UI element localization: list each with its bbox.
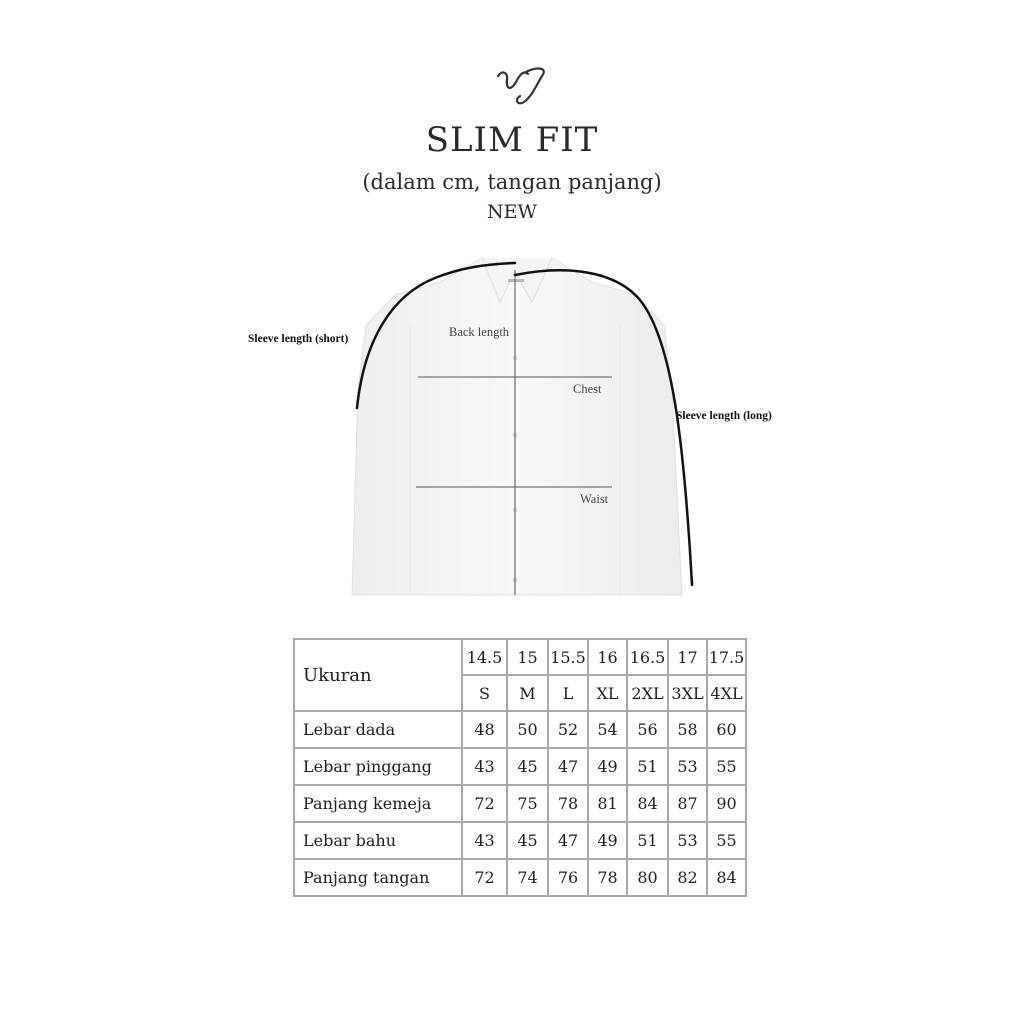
value-cell: 76 (548, 859, 588, 896)
value-cell: 75 (507, 785, 548, 822)
value-cell: 60 (707, 711, 746, 748)
size-cell: 15 (507, 639, 548, 675)
size-cell: 14.5 (462, 639, 507, 675)
row-label: Lebar dada (294, 711, 462, 748)
value-cell: 55 (707, 822, 746, 859)
value-cell: 45 (507, 748, 548, 785)
table-row (294, 748, 746, 785)
row-label: Lebar bahu (294, 822, 462, 859)
size-cell: M (507, 675, 548, 711)
page-subtitle: (dalam cm, tangan panjang) (362, 170, 662, 194)
brand-logo (492, 62, 554, 108)
value-cell: 84 (627, 785, 668, 822)
value-cell: 47 (548, 748, 588, 785)
value-cell: 51 (627, 748, 668, 785)
row-label: Panjang tangan (294, 859, 462, 896)
value-cell: 56 (627, 711, 668, 748)
sleeve-long-label: Sleeve length (long) (676, 410, 772, 422)
new-label: NEW (486, 201, 538, 223)
value-cell: 90 (707, 785, 746, 822)
back-length-label: Back length (449, 325, 510, 339)
value-cell: 78 (588, 859, 627, 896)
value-cell: 43 (462, 748, 507, 785)
size-header-numeric-row (294, 639, 746, 675)
value-cell: 49 (588, 822, 627, 859)
value-cell: 51 (627, 822, 668, 859)
waist-label: Waist (580, 492, 609, 506)
size-cell: 2XL (627, 675, 668, 711)
table-row (294, 859, 746, 896)
sleeve-short-label: Sleeve length (short) (248, 333, 349, 345)
size-cell: 4XL (707, 675, 746, 711)
row-label: Lebar pinggang (294, 748, 462, 785)
value-cell: 58 (668, 711, 707, 748)
size-cell: XL (588, 675, 627, 711)
table-row (294, 711, 746, 748)
value-cell: 53 (668, 822, 707, 859)
value-cell: 43 (462, 822, 507, 859)
size-cell: 17.5 (707, 639, 746, 675)
table-row (294, 822, 746, 859)
size-cell: L (548, 675, 588, 711)
value-cell: 52 (548, 711, 588, 748)
shirt-illustration (0, 240, 1024, 620)
chest-label: Chest (573, 382, 602, 396)
size-cell: 17 (668, 639, 707, 675)
size-chart-table (293, 638, 747, 897)
value-cell: 80 (627, 859, 668, 896)
value-cell: 53 (668, 748, 707, 785)
value-cell: 49 (588, 748, 627, 785)
row-label: Panjang kemeja (294, 785, 462, 822)
size-cell: S (462, 675, 507, 711)
shirt-measurement-diagram (0, 240, 1024, 620)
value-cell: 54 (588, 711, 627, 748)
ukuran-header: Ukuran (294, 639, 462, 711)
value-cell: 72 (462, 785, 507, 822)
value-cell: 87 (668, 785, 707, 822)
value-cell: 84 (707, 859, 746, 896)
size-cell: 16 (588, 639, 627, 675)
value-cell: 47 (548, 822, 588, 859)
value-cell: 55 (707, 748, 746, 785)
value-cell: 72 (462, 859, 507, 896)
value-cell: 45 (507, 822, 548, 859)
size-cell: 16.5 (627, 639, 668, 675)
size-cell: 15.5 (548, 639, 588, 675)
value-cell: 78 (548, 785, 588, 822)
table-row (294, 785, 746, 822)
value-cell: 48 (462, 711, 507, 748)
value-cell: 82 (668, 859, 707, 896)
value-cell: 81 (588, 785, 627, 822)
size-cell: 3XL (668, 675, 707, 711)
value-cell: 50 (507, 711, 548, 748)
value-cell: 74 (507, 859, 548, 896)
page-title: SLIM FIT (425, 120, 599, 160)
